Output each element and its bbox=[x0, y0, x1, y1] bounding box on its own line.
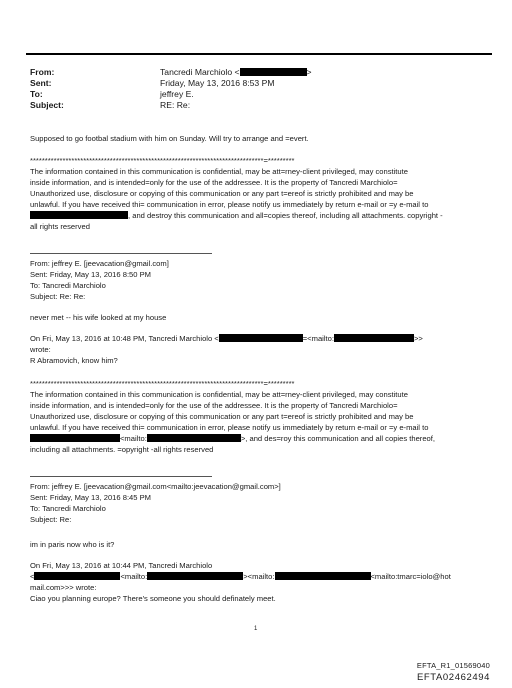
email-sent: Sent: Friday, May 13, 2016 8:50 PM bbox=[30, 270, 151, 279]
disclaimer-line: <mailto: >, and des=roy this communication and all copies thereof, bbox=[30, 434, 435, 445]
from-label: From: bbox=[30, 67, 55, 77]
message-body: Supposed to go footbal stadium with him on Sunday. Will try to arrange and =evert. bbox=[30, 134, 309, 143]
redaction bbox=[147, 572, 243, 580]
disclaimer-stars: *******************************************************************************=********* bbox=[30, 379, 295, 388]
redaction bbox=[334, 334, 414, 342]
redaction bbox=[30, 434, 120, 442]
bates-number: EFTA02462494 bbox=[416, 672, 490, 683]
quote-header: On Fri, May 13, 2016 at 10:44 PM, Tancredi Marchiolo bbox=[30, 561, 213, 570]
redaction bbox=[30, 211, 128, 219]
to-label: To: bbox=[30, 89, 43, 99]
email-subject: Subject: Re: Re: bbox=[30, 292, 86, 301]
disclaimer-line: inside information, and is intended=only for the use of the addressee. It is the property of Tancredi Marchiolo= bbox=[30, 401, 398, 410]
header-rule bbox=[26, 53, 492, 55]
email-from: From: jeffrey E. [jeevacation@gmail.com<mailto:jeevacation@gmail.com>] bbox=[30, 482, 281, 491]
redaction bbox=[147, 434, 241, 442]
disclaimer-line: unlawful. If you have received thi= communication in error, please notify us immediately by return e-mail or =y e-mail to bbox=[30, 423, 429, 432]
disclaimer-stars: *******************************************************************************=********* bbox=[30, 156, 295, 165]
from-value: Tancredi Marchiolo < > bbox=[160, 67, 312, 77]
disclaimer-line: Unauthorized use, disclosure or copying of this communication or any part t=ereof is strictly prohibited and may be bbox=[30, 412, 414, 421]
quoted-body: R Abramovich, know him? bbox=[30, 356, 118, 365]
quote-wrote: wrote: bbox=[30, 345, 51, 354]
redaction bbox=[34, 572, 120, 580]
redaction bbox=[219, 334, 303, 342]
email-from: From: jeffrey E. [jeevacation@gmail.com] bbox=[30, 259, 169, 268]
bates-number-small: EFTA_R1_01569040 bbox=[416, 661, 490, 670]
separator-line bbox=[30, 476, 212, 477]
email-body: never met -- his wife looked at my house bbox=[30, 313, 167, 322]
quote-wrote: mail.com>>> wrote: bbox=[30, 583, 97, 592]
disclaimer-line: Unauthorized use, disclosure or copying of this communication or any part t=ereof is strictly prohibited and may be bbox=[30, 189, 414, 198]
quote-header: On Fri, May 13, 2016 at 10:48 PM, Tancredi Marchiolo < =<mailto: >> bbox=[30, 334, 423, 343]
page-number: 1 bbox=[254, 626, 258, 632]
disclaimer-line: including all attachments. =opyright -all rights reserved bbox=[30, 445, 214, 454]
separator-line bbox=[30, 253, 212, 254]
subject-label: Subject: bbox=[30, 100, 64, 110]
disclaimer-line: The information contained in this communication is confidential, may be att=rney-client privileged, may constitute bbox=[30, 390, 408, 399]
sent-value: Friday, May 13, 2016 8:53 PM bbox=[160, 78, 275, 88]
email-to: To: Tancredi Marchiolo bbox=[30, 504, 106, 513]
email-to: To: Tancredi Marchiolo bbox=[30, 281, 106, 290]
email-body: im in paris now who is it? bbox=[30, 540, 115, 549]
email-subject: Subject: Re: bbox=[30, 515, 72, 524]
subject-value: RE: Re: bbox=[160, 100, 191, 110]
disclaimer-line: all rights reserved bbox=[30, 222, 90, 231]
disclaimer-line: unlawful. If you have received thi= communication in error, please notify us immediately by return e-mail or =y e-mail to bbox=[30, 200, 429, 209]
quoted-body: Ciao you planning europe? There's someone you should definately meet. bbox=[30, 594, 276, 603]
sent-label: Sent: bbox=[30, 78, 52, 88]
disclaimer-line: , and destroy this communication and all=copies thereof, including all attachments. copyright - bbox=[30, 211, 443, 222]
redaction bbox=[240, 68, 307, 76]
redaction bbox=[275, 572, 371, 580]
to-value: jeffrey E. bbox=[160, 89, 194, 99]
quote-header: < <mailto: ><mailto: <mailto:tmarc=iolo@hot bbox=[30, 572, 451, 581]
disclaimer-line: The information contained in this communication is confidential, may be att=rney-client privileged, may constitute bbox=[30, 167, 408, 176]
disclaimer-line: inside information, and is intended=only for the use of the addressee. It is the property of Tancredi Marchiolo= bbox=[30, 178, 398, 187]
email-sent: Sent: Friday, May 13, 2016 8:45 PM bbox=[30, 493, 151, 502]
